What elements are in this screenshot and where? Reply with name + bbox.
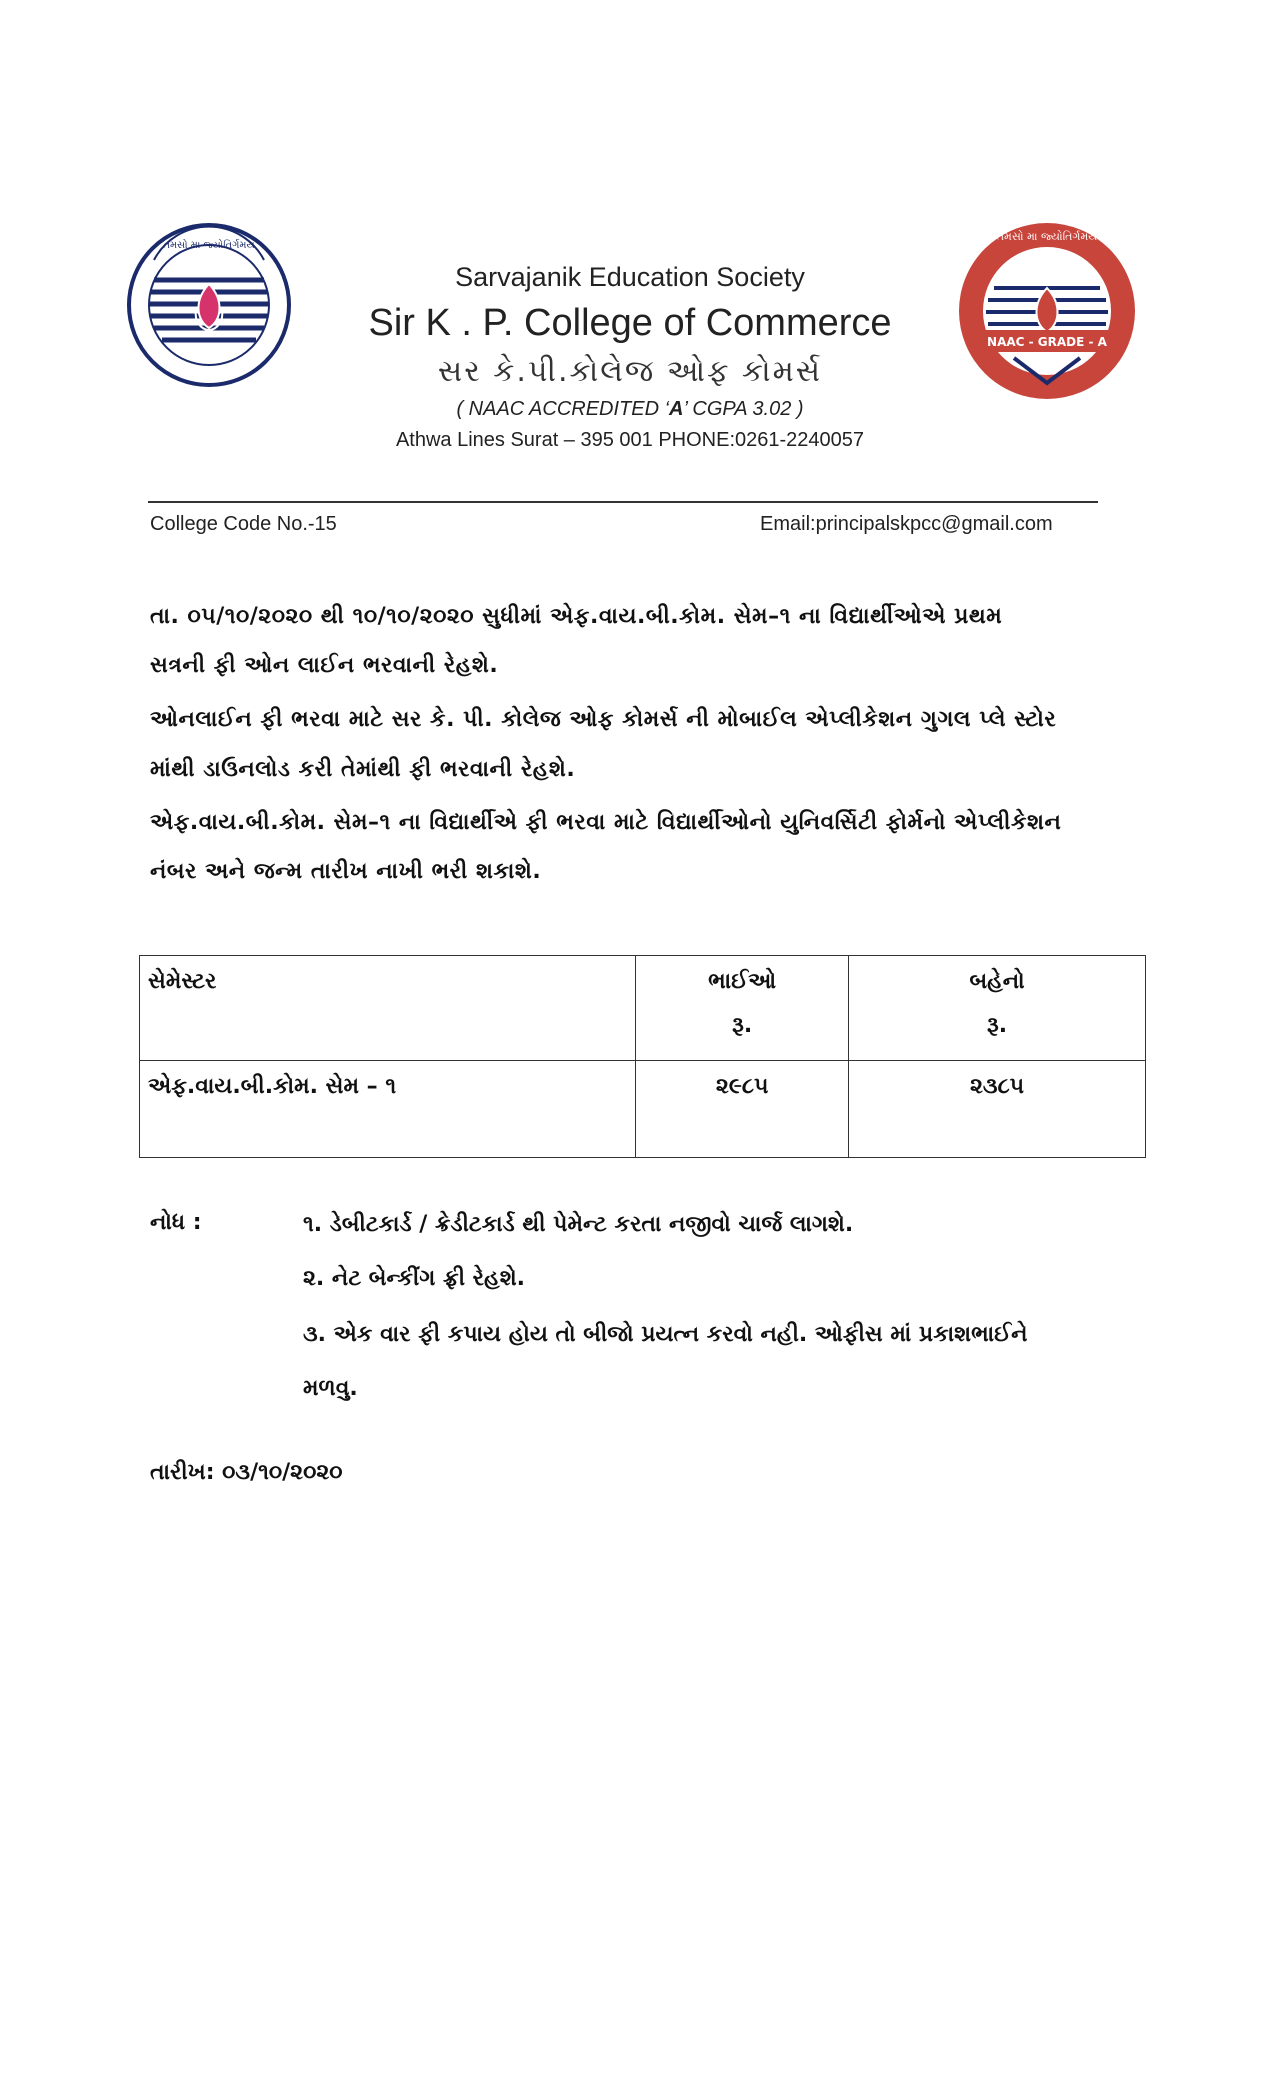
society-name: Sarvajanik Education Society xyxy=(455,262,805,292)
naac-grade: A xyxy=(669,398,684,420)
ses-logo-icon xyxy=(124,220,294,390)
boys-header-label: ભાઈઓ xyxy=(708,969,777,994)
boys-header-unit: રૂ. xyxy=(732,1013,753,1038)
left-logo-motto: તમસો મા જ્યોતિર્ગમય xyxy=(163,240,255,251)
semester-cell: એફ.વાય.બી.કોમ. સેમ – ૧ xyxy=(140,1061,636,1158)
notice-paragraph-3-line-2: નંબર અને જન્મ તારીખ નાખી ભરી શકાશે. xyxy=(150,859,542,884)
college-logo xyxy=(954,218,1140,404)
notice-paragraph-1-line-2: સત્રની ફી ઓન લાઈન ભરવાની રેહશે. xyxy=(150,653,499,678)
college-address: Athwa Lines Surat – 395 001 PHONE:0261-2240057 xyxy=(395,429,865,451)
college-name: Sir K . P. College of Commerce xyxy=(368,302,892,344)
fee-table xyxy=(139,955,1146,1158)
note-item-2: ૨. નેટ બેન્કીંગ ફ્રી રેહશે. xyxy=(303,1266,526,1291)
college-code: College Code No.-15 xyxy=(150,513,337,535)
girls-header-unit: રૂ. xyxy=(987,1013,1008,1038)
notice-paragraph-1-line-1: તા. ૦૫/૧૦/૨૦૨૦ થી ૧૦/૧૦/૨૦૨૦ સુધીમાં એફ.વાય.બી.કોમ. સેમ–૧ ના વિદ્યાર્થીઓએ પ્રથમ xyxy=(150,604,1003,629)
boys-fee-cell: ૨૯૮૫ xyxy=(636,1061,849,1158)
note-item-3-continued: મળવુ. xyxy=(303,1376,358,1401)
note-item-3: ૩. એક વાર ફી કપાય હોય તો બીજો પ્રયત્ન કરવો નહી. ઓફીસ માં પ્રકાશભાઈને xyxy=(303,1322,1028,1347)
boys-header xyxy=(636,956,849,1061)
right-logo-motto: તમસો મા જ્યોતિર્ગમય xyxy=(996,230,1098,243)
naac-accreditation xyxy=(330,398,930,421)
naac-prefix: ( NAAC ACCREDITED ‘ xyxy=(456,398,670,420)
note-label: નોધ : xyxy=(150,1210,202,1235)
college-email: Email:principalskpcc@gmail.com xyxy=(760,513,1053,535)
table-row xyxy=(140,1061,1146,1158)
society-logo xyxy=(124,220,294,390)
note-item-1: ૧. ડેબીટકાર્ડ / ક્રેડીટકાર્ડ થી પેમેન્ટ કરતા નજીવો ચાર્જ લાગશે. xyxy=(303,1212,854,1237)
notice-date: તારીખ: ૦૩/૧૦/૨૦૨૦ xyxy=(150,1460,343,1485)
notice-paragraph-3-line-1: એફ.વાય.બી.કોમ. સેમ–૧ ના વિદ્યાર્થીએ ફી ભરવા માટે વિદ્યાર્થીઓનો યુનિવર્સિટી ફોર્મનો એપ્લીકેશન xyxy=(150,810,1062,835)
girls-header-label: બહેનો xyxy=(969,969,1025,994)
semester-header: સેમેસ્ટર xyxy=(140,956,636,1061)
notice-paragraph-2-line-2: માંથી ડાઉનલોડ કરી તેમાંથી ફી ભરવાની રેહશે. xyxy=(150,757,576,782)
naac-suffix: ’ CGPA 3.02 ) xyxy=(683,398,804,420)
right-logo-band: NAAC - GRADE - A xyxy=(987,335,1107,349)
college-name-gujarati: સર કે.પી.કોલેજ ઓફ કોમર્સ xyxy=(437,354,823,389)
header-divider xyxy=(148,501,1098,503)
girls-fee-cell: ૨૩૮૫ xyxy=(849,1061,1146,1158)
fee-table-header-row xyxy=(140,956,1146,1061)
college-logo-icon xyxy=(954,218,1140,404)
notice-paragraph-2-line-1: ઓનલાઈન ફી ભરવા માટે સર કે. પી. કોલેજ ઓફ કોમર્સ ની મોબાઈલ એપ્લીકેશન ગુગલ પ્લે સ્ટોર xyxy=(150,707,1057,732)
girls-header xyxy=(849,956,1146,1061)
